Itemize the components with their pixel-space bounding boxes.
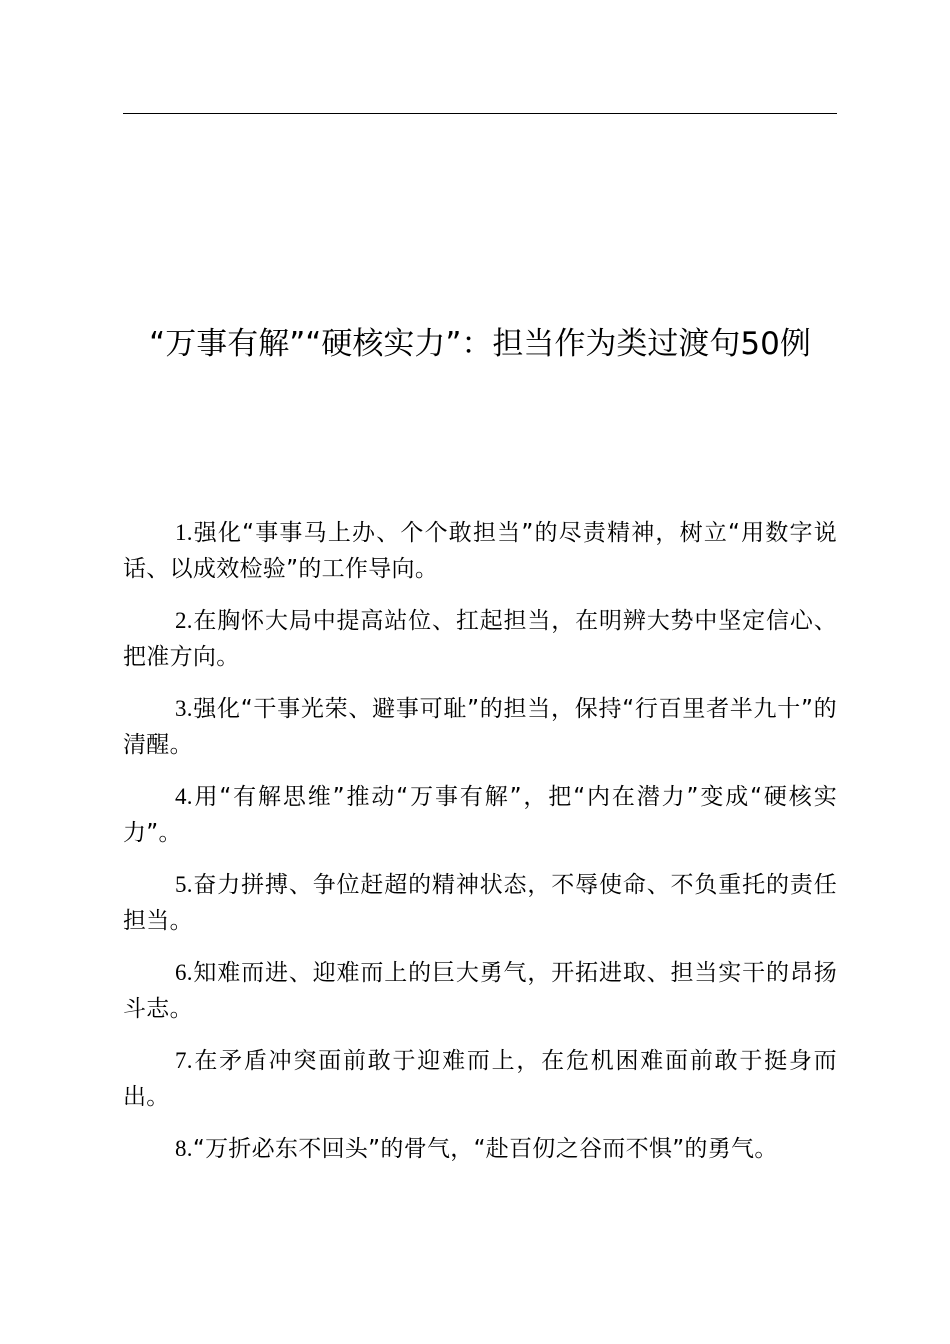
list-item [123, 1131, 837, 1167]
item-text: 强化“干事光荣、避事可耻”的担当，保持“行百里者半九十”的清醒。 [123, 696, 837, 758]
header-rule [123, 113, 837, 114]
list-item [123, 1043, 837, 1115]
item-number: 4. [175, 784, 193, 809]
item-text: 在矛盾冲突面前敢于迎难而上，在危机困难面前敢于挺身而出。 [123, 1048, 837, 1110]
item-number: 6. [175, 960, 193, 985]
list-item [123, 779, 837, 851]
item-number: 1. [175, 520, 193, 545]
list-item [123, 955, 837, 1027]
item-number: 7. [175, 1048, 193, 1073]
list-item [123, 515, 837, 587]
document-title: “万事有解”“硬核实力”：担当作为类过渡句50例 [149, 326, 811, 362]
list-item [123, 603, 837, 675]
list-item [123, 867, 837, 939]
item-number: 2. [175, 608, 193, 633]
item-text: 奋力拼搏、争位赶超的精神状态，不辱使命、不负重托的责任担当。 [123, 872, 837, 934]
item-text: 强化“事事马上办、个个敢担当”的尽责精神，树立“用数字说话、以成效检验”的工作导向。 [123, 520, 837, 582]
item-number: 8. [175, 1136, 193, 1161]
item-text: “万折必东不回头”的骨气，“赴百仞之谷而不惧”的勇气。 [192, 1136, 778, 1162]
document-body [123, 515, 837, 1183]
item-number: 5. [175, 872, 193, 897]
item-text: 在胸怀大局中提高站位、扛起担当，在明辨大势中坚定信心、把准方向。 [123, 608, 837, 670]
list-item [123, 691, 837, 763]
item-number: 3. [175, 696, 193, 721]
item-text: 用“有解思维”推动“万事有解”，把“内在潜力”变成“硬核实力”。 [123, 784, 837, 846]
item-text: 知难而进、迎难而上的巨大勇气，开拓进取、担当实干的昂扬斗志。 [123, 960, 837, 1022]
